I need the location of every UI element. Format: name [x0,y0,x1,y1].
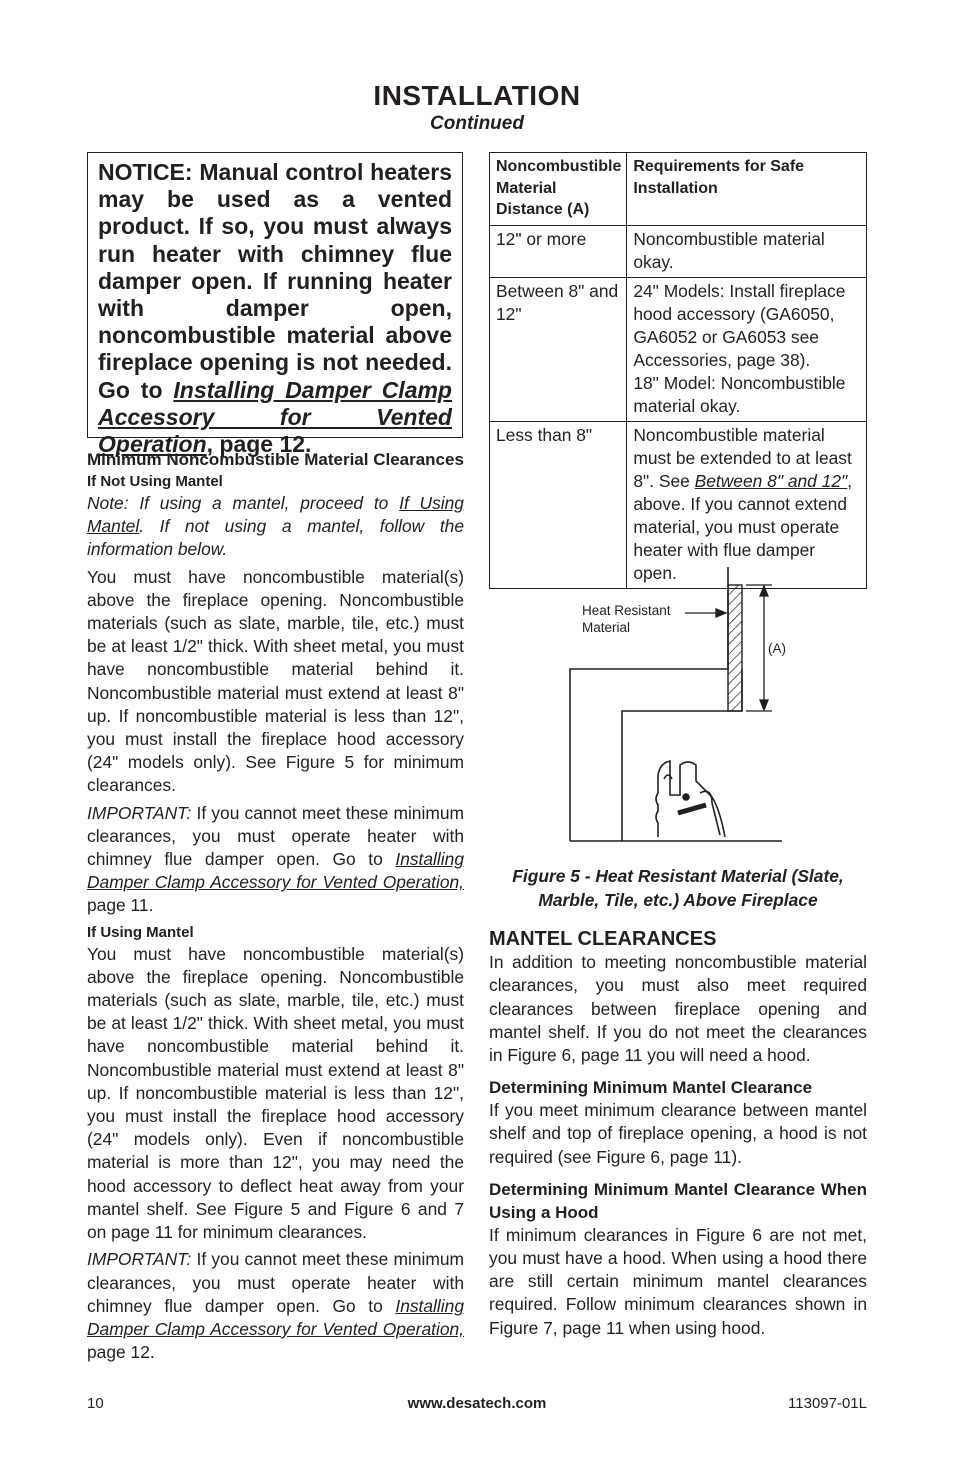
figure-label-material: Material [582,620,631,635]
subheading-using-mantel: If Using Mantel [87,923,194,941]
notice-link[interactable]: Installing Damper Clamp Accessory for Vented Operation [98,376,452,458]
mantel-heading: MANTEL CLEARANCES [489,928,717,950]
paragraph-using-mantel: You must have noncombustible material(s) above the fireplace opening. Noncombustible materials (such as slate, marble, tile, etc.) must be at least 1/2" thick. With sheet metal, you must have noncombustible material behind it. Noncombustible material must extend at least 8" up. If noncombustible material is less than 12", you must install the fireplace hood accessory (24" models only). Even if noncombustible material is more than 12", you may need the hood accessory to deflect heat away from your mantel shelf. See Figure 5 and Figure 6 and 7 on page 11 for minimum clearances. [87,943,464,1243]
important-text: If you cannot meet these minimum clearances, you must operate heater with chimney flue damper open. Go to [87,1249,464,1316]
requirements-table [489,152,867,589]
table-cell-requirement [627,277,867,421]
table-cell-distance: Less than 8" [490,421,627,588]
document-number: 113097-01L [788,1395,867,1412]
important-page: page 12. [87,1342,155,1363]
important-paragraph-2 [87,1248,464,1364]
table-cell-distance: 12" or more [490,225,627,277]
page-number: 10 [87,1395,104,1412]
important-paragraph-1 [87,802,464,918]
heat-resistant-material [728,585,742,711]
important-text: If you cannot meet these minimum clearances, you must operate heater with chimney flue damper open. Go to [87,802,464,870]
subheading-no-mantel: If Not Using Mantel [87,473,223,490]
page-title: INSTALLATION [373,80,581,111]
section-heading: Minimum Noncombustible Material Clearances [87,450,464,469]
note-text: Note: If using a mantel, proceed to [87,493,400,513]
important-label: IMPORTANT: [87,802,192,823]
notice-box [87,152,463,458]
table-cell-distance: Between 8" and 12" [490,277,627,421]
table-row [490,277,867,421]
mantel-section [489,928,867,1340]
note-link[interactable]: If Using Mantel [87,493,464,537]
mantel-subheading-2: Determining Minimum Mantel Clearance When Using a Hood [489,1179,867,1222]
requirement-24-models: 24" Models: Install fireplace hood accessory (GA6050, GA6052 or GA6053 see Accessories, page 38). [633,280,846,370]
table-header-row [490,153,867,226]
important-link[interactable]: Installing Damper Clamp Accessory for Vented Operation, [87,1295,464,1339]
table-cell-requirement: Noncombustible material okay. [627,225,867,277]
mantel-paragraph: In addition to meeting noncombustible material clearances, you must also meet required clearances between fireplace opening and mantel shelf. If you do not meet the clearances in Figure 6, page 11 you will need a hood. [489,952,867,1066]
page-subtitle: Continued [430,113,524,134]
important-label: IMPORTANT: [87,1249,192,1270]
table-header-distance: Noncombustible Material Distance (A) [490,153,627,226]
requirement-link[interactable]: Between 8" and 12" [694,470,848,491]
heater-logs-drawing [656,761,725,837]
pointer-arrow [685,609,726,617]
table-row [490,225,867,277]
table-row [490,421,867,588]
important-page: page 11. [87,895,154,916]
notice-page: , page 12. [206,431,312,458]
table-header-requirements: Requirements for Safe Installation [627,153,867,226]
requirement-text-after: , above. If you cannot extend material, you must operate heater with flue damper open. [633,470,853,583]
table-cell-requirement [627,421,867,588]
note-paragraph [87,492,464,562]
figure-5-diagram [560,565,790,855]
paragraph-no-mantel: You must have noncombustible material(s) above the fireplace opening. Noncombustible materials (such as slate, marble, tile, etc.) must be at least 1/2" thick. With sheet metal, you must have noncombustible material behind it. Noncombustible material must extend at least 8" up. If noncombustible material is less than 12", you must install the fireplace hood accessory (24" models only). See Figure 5 for minimum clearances. [87,566,464,796]
mantel-subheading-1: Determining Minimum Mantel Clearance [489,1078,813,1098]
requirement-text: Noncombustible material must be extended to at least 8". See [633,424,852,491]
mantel-paragraph-2: If minimum clearances in Figure 6 are not met, you must have a hood. When using a hood there are still certain minimum mantel clearances required. Follow minimum clearances shown in Figure 7, page 11 when using hood. [489,1224,867,1338]
figure-caption: Figure 5 - Heat Resistant Material (Slate, Marble, Tile, etc.) Above Fireplace [512,866,844,910]
mantel-paragraph-1: If you meet minimum clearance between mantel shelf and top of fireplace opening, a hood is not required (see Figure 6, page 11). [489,1100,867,1167]
note-text-after: . If not using a mantel, follow the information below. [87,516,464,560]
figure-label-material: Heat Resistant [582,603,671,618]
left-column [87,448,464,1364]
notice-text: NOTICE: Manual control heaters may be used as a vented product. If so, you must always run heater with chimney flue damper open. If running heater with damper open, noncombustible material above fireplace opening is not needed. Go to [98,159,452,403]
requirement-18-model: 18" Model: Noncombustible material okay. [633,372,846,416]
figure-label-a: (A) [768,641,786,656]
important-link[interactable]: Installing Damper Clamp Accessory for Vented Operation, [87,849,464,893]
footer-url[interactable]: www.desatech.com [407,1395,547,1412]
